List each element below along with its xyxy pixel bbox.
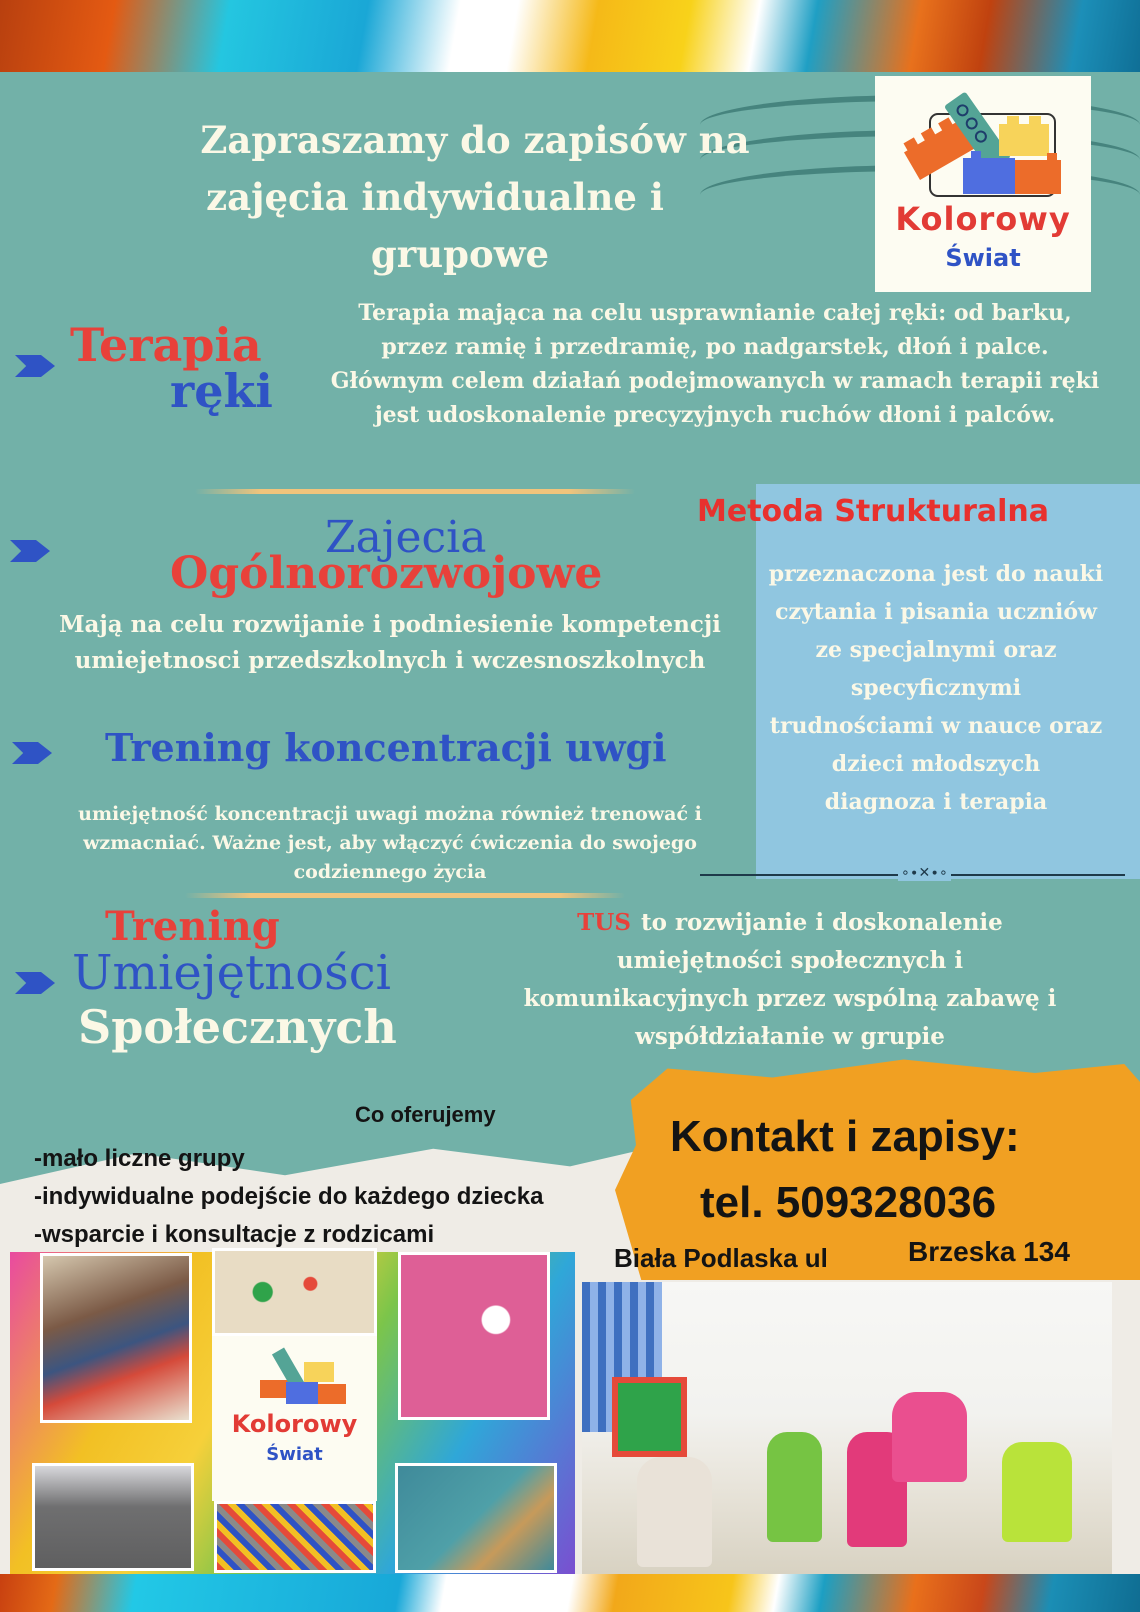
title-line: Zapraszamy do zapisów na — [200, 118, 750, 162]
logo — [875, 76, 1091, 292]
collage-logo — [212, 1336, 377, 1501]
offer-heading: Co oferujemy — [355, 1102, 496, 1127]
photo-easel — [612, 1377, 687, 1457]
section-title-trening: Trening — [105, 903, 280, 950]
metoda-line: specyficznymi — [850, 675, 1022, 701]
photo-pegboard — [212, 1248, 377, 1336]
title-line: grupowe — [370, 232, 550, 276]
logo-subtext: Świat — [945, 244, 1021, 272]
photo-kinetic-sand — [398, 1252, 550, 1420]
tus-description — [510, 904, 1070, 1056]
title-line: zajęcia indywidualne i — [206, 175, 664, 219]
koncentracja-description: umiejętność koncentracji uwagi można również trenować i wzmacniać. Ważne jest, aby włączyć ćwiczenia do swojego codziennego życia — [78, 803, 702, 883]
tus-text: to rozwijanie i doskonalenie umiejętności społecznych i komunikacyjnych przez wspólną zabawę i współdziałanie w grupie — [523, 909, 1057, 1050]
photo-mosaic-pieces — [214, 1501, 376, 1573]
contact-heading: Kontakt i zapisy: — [670, 1112, 1020, 1161]
section-title-terapia: Terapia — [70, 318, 262, 372]
section-title-koncentracja: Trening koncentracji uwgi — [105, 725, 667, 770]
metoda-line: przeznaczona jest do nauki — [768, 561, 1104, 587]
photo-child — [637, 1457, 712, 1567]
section-title-ogolnorozwojowe: Ogólnorozwojowe — [170, 548, 603, 599]
offer-list — [34, 1140, 543, 1254]
section-title-umiejetnosci: Umiejętności — [72, 945, 391, 1001]
lego-bricks-icon — [242, 1340, 352, 1410]
metoda-line: trudnościami w nauce oraz — [769, 713, 1103, 739]
offer-item: -mało liczne grupy — [34, 1145, 245, 1172]
photo-child — [892, 1392, 967, 1482]
photo-child — [767, 1432, 822, 1542]
tus-abbr: TUS — [577, 909, 631, 936]
divider — [195, 489, 635, 494]
metoda-line: dzieci młodszych — [831, 751, 1041, 777]
contact-address-city: Biała Podlaska ul — [614, 1243, 828, 1273]
page-title — [150, 112, 800, 283]
divider — [185, 893, 625, 898]
bottom-decorative-banner — [0, 1574, 1140, 1612]
terapia-description: Terapia mająca na celu usprawnianie całej ręki: od barku, przez ramię i przedramię, po nadgarstek, dłoń i palce. Głównym celem działań podejmowanych w ramach terapii ręki jest udoskonalenie precyzyjnych ruchów dłoni i palców. — [330, 300, 1100, 428]
ornament-x-icon: ∘∙✕∙∘ — [898, 865, 951, 881]
section-title-spolecznych: Społecznych — [78, 1000, 397, 1054]
contact-phone[interactable]: tel. 509328036 — [700, 1178, 997, 1227]
contact-address-street: Brzeska 134 — [908, 1236, 1070, 1267]
photo-wooden-blocks — [395, 1463, 557, 1573]
metoda-line: diagnoza i terapia — [824, 789, 1048, 815]
offer-item: -indywidualne podejście do każdego dziecka — [34, 1183, 544, 1210]
lego-bricks-icon — [875, 76, 1091, 206]
photo-bead-sticks — [32, 1463, 194, 1571]
zajecia-description: Mają na celu rozwijanie i podniesienie kompetencji umiejetnosci przedszkolnych i wczesnoszkolnych — [59, 611, 721, 674]
section-title-zajecia: Zajecia — [325, 512, 487, 563]
metoda-line: ze specjalnymi oraz — [815, 637, 1057, 663]
logo-text: Kolorowy — [231, 1410, 358, 1438]
section-title-metoda: Metoda Strukturalna — [697, 494, 1049, 529]
section-title-reki: ręki — [170, 364, 273, 418]
metoda-description — [756, 555, 1116, 821]
top-decorative-banner — [0, 0, 1140, 72]
photo-children-playing — [582, 1282, 1112, 1574]
photo-blocks-stacking — [40, 1253, 192, 1423]
offer-item: -wsparcie i konsultacje z rodzicami — [34, 1221, 435, 1248]
logo-subtext: Świat — [266, 1444, 323, 1465]
photo-child — [1002, 1442, 1072, 1542]
logo-text: Kolorowy — [895, 200, 1071, 238]
metoda-line: czytania i pisania uczniów — [775, 599, 1097, 625]
